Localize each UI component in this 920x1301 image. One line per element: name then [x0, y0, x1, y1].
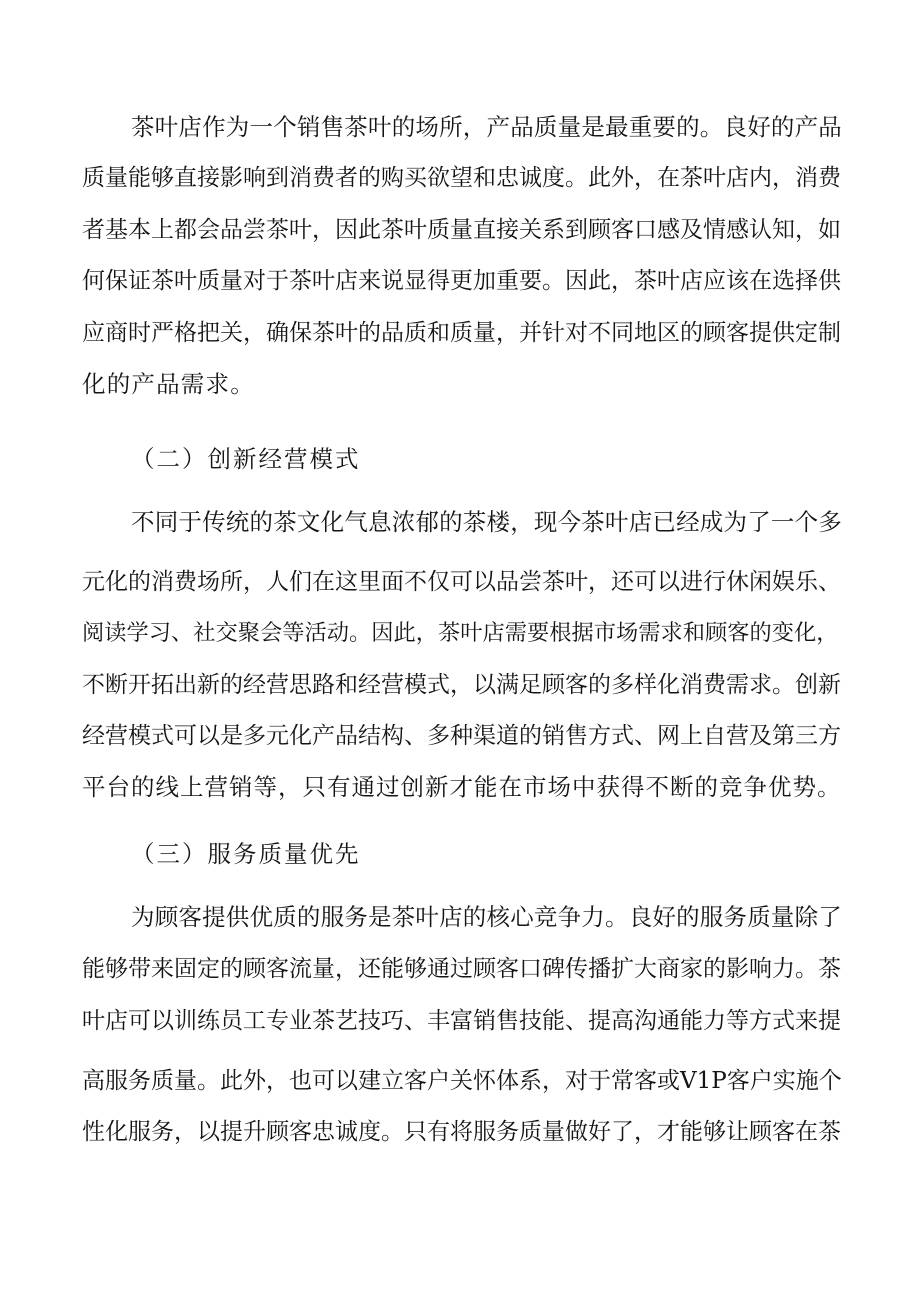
paragraph-2-line-4: 不断开拓出新的经营思路和经营模式，以满足顾客的多样化消费需求。创新: [82, 672, 841, 698]
paragraph-2-line-5: 经营模式可以是多元化产品结构、多种渠道的销售方式、网上自营及第三方: [82, 723, 841, 749]
paragraph-1-line-3: 者基本上都会品尝茶叶，因此茶叶质量直接关系到顾客口感及情感认知，如: [82, 217, 841, 243]
paragraph-3-line-4: 高服务质量。此外，也可以建立客户关怀体系，对于常客或V1P客户实施个: [82, 1068, 842, 1094]
paragraph-1-line-4: 何保证茶叶质量对于茶叶店来说显得更加重要。因此，茶叶店应该在选择供: [82, 268, 841, 294]
paragraph-1-line-5: 应商时严格把关，确保茶叶的品质和质量，并针对不同地区的顾客提供定制: [82, 320, 841, 346]
paragraph-2-line-6: 平台的线上营销等，只有通过创新才能在市场中获得不断的竞争优势。: [82, 773, 842, 801]
paragraph-1-line-2: 质量能够直接影响到消费者的购买欲望和忠诚度。此外，在茶叶店内，消费: [82, 165, 841, 191]
paragraph-3-line-2: 能够带来固定的顾客流量，还能够通过顾客口碑传播扩大商家的影响力。茶: [82, 956, 841, 982]
paragraph-3-line-5: 性化服务，以提升顾客忠诚度。只有将服务质量做好了，才能够让顾客在茶: [82, 1119, 841, 1145]
paragraph-2-line-2: 元化的消费场所，人们在这里面不仅可以品尝茶叶，还可以进行休闲娱乐、: [82, 569, 841, 595]
paragraph-2-line-3: 阅读学习、社交聚会等活动。因此，茶叶店需要根据市场需求和顾客的变化，: [82, 620, 839, 646]
paragraph-2-line-1: 不同于传统的茶文化气息浓郁的茶楼，现今茶叶店已经成为了一个多: [131, 508, 842, 536]
section-heading-3: （三）服务质量优先: [131, 840, 361, 868]
paragraph-1-line-1: 茶叶店作为一个销售茶叶的场所，产品质量是最重要的。良好的产品: [131, 113, 842, 141]
paragraph-3-line-1: 为顾客提供优质的服务是茶叶店的核心竞争力。良好的服务质量除了: [131, 903, 842, 931]
section-heading-2: （二）创新经营模式: [131, 445, 361, 473]
paragraph-1-line-6: 化的产品需求。: [82, 370, 255, 398]
paragraph-3-line-3: 叶店可以训练员工专业茶艺技巧、丰富销售技能、提高沟通能力等方式来提: [82, 1008, 841, 1034]
